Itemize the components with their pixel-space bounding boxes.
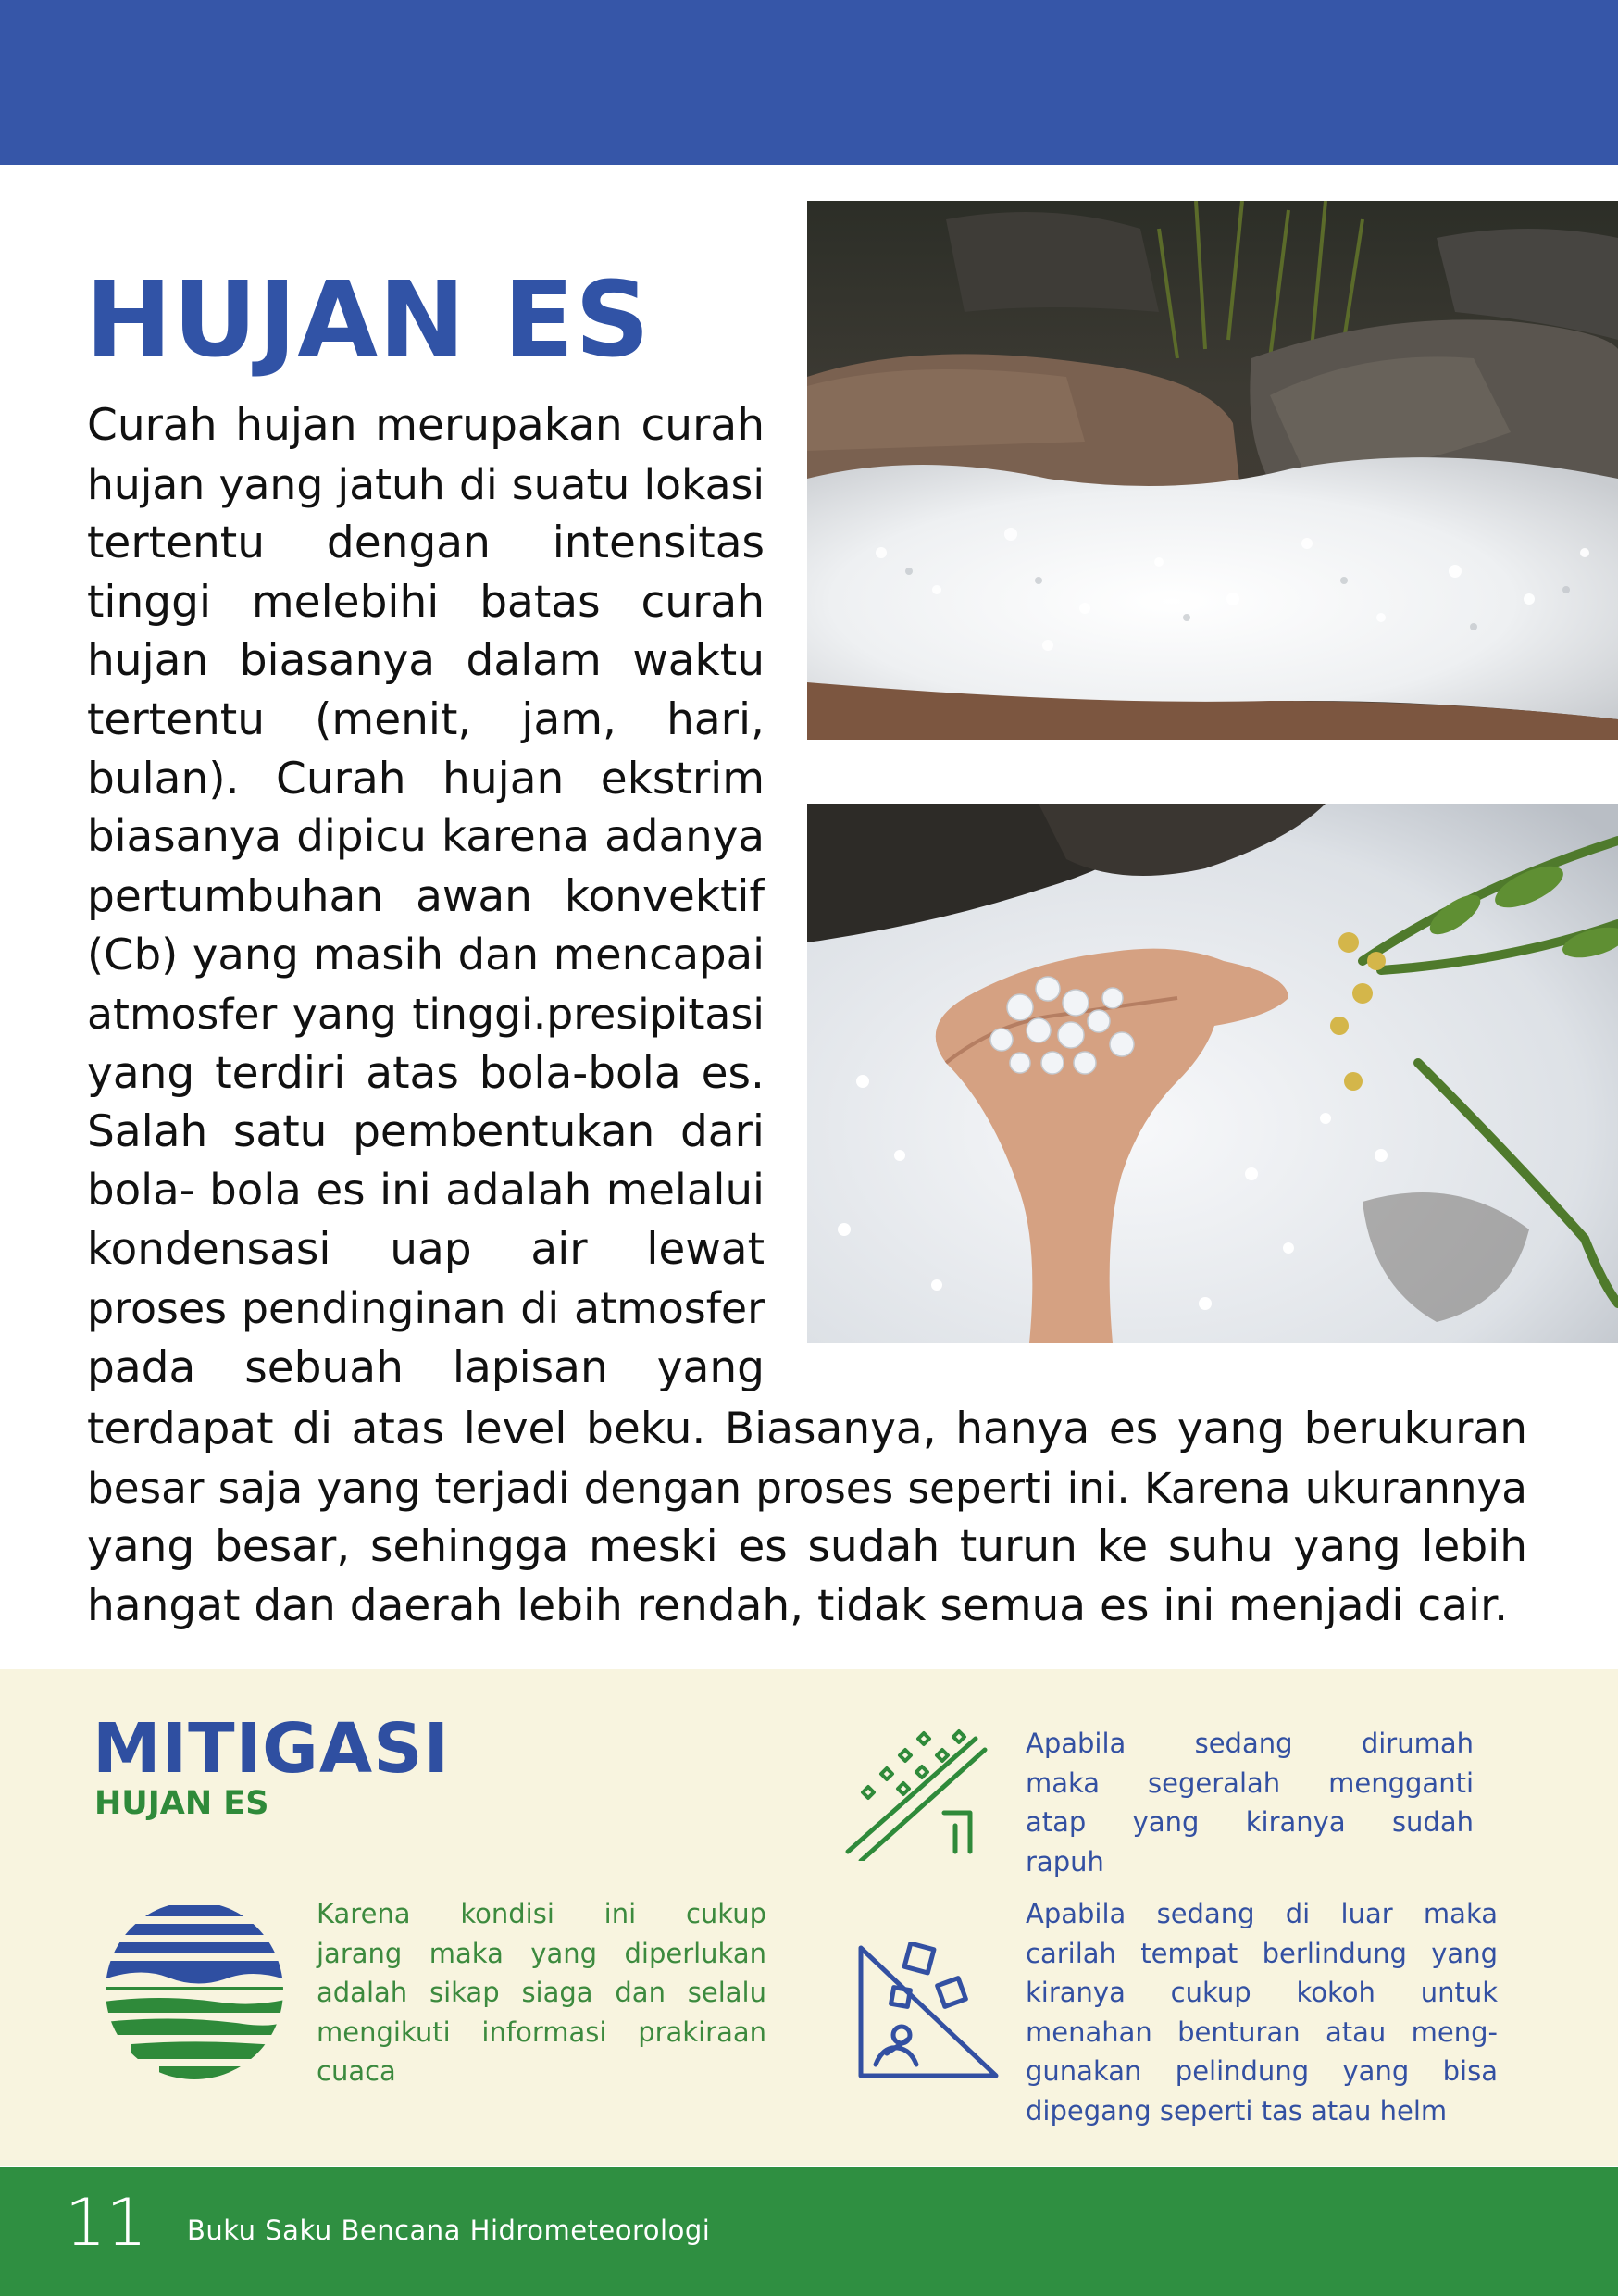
text-line: mengikuti informasi prakiraan [317,2015,766,2048]
header-band [0,0,1618,165]
text-line: Curah hujan merupakan curah [87,400,765,451]
hail-on-roof-icon [840,1722,992,1861]
mitigasi-subtitle: HUJAN ES [94,1785,269,1822]
mitigasi-item-shelter [1026,1894,1498,2130]
mitigasi-item-roof [1026,1724,1474,1881]
text-line: Apabila sedang dirumah [1026,1728,1474,1759]
text-line: adalah sikap siaga dan selalu [317,1977,766,2008]
text-line: hujan biasanya dalam waktu [87,635,765,687]
article-paragraph-top [87,396,765,1397]
footer-book-title: Buku Saku Bencana Hidrometeorologi [187,2215,711,2246]
text-line: tertentu (menit, jam, hari, [87,693,765,745]
text-line: bola- bola es ini adalah melalui [87,1165,765,1216]
text-line: cuaca [317,2055,396,2087]
text-line: kondensasi uap air lewat [87,1224,765,1276]
text-line: atmosfer yang tinggi.presipitasi [87,989,765,1039]
text-line: Salah satu pembentukan dari [87,1106,765,1158]
text-line: carilah tempat berlindung yang [1026,1937,1498,1969]
hailstones-on-rocks-photo [807,201,1618,740]
text-line: yang terdiri atas bola-bola es. [87,1047,765,1099]
text-line: tinggi melebihi batas curah [87,576,765,628]
text-line: gunakan pelindung yang bisa [1026,2055,1498,2087]
page-title: HUJAN ES [85,260,651,381]
text-line: hujan yang jatuh di suatu lokasi [87,459,765,509]
text-line: menahan benturan atau meng- [1026,2015,1498,2048]
text-line: biasanya dipicu karena adanya [87,812,765,863]
hand-holding-hailstones-photo [807,804,1618,1343]
text-line: Apabila sedang di luar maka [1026,1898,1498,1929]
text-line: pertumbuhan awan konvektif [87,870,765,922]
mitigasi-item-preparedness [317,1894,766,2091]
article-paragraph-bottom [87,1400,1527,1635]
text-line: dipegang seperti tas atau helm [1026,2094,1448,2127]
text-line: proses pendinginan di atmosfer [87,1282,765,1333]
text-line: atap yang kiranya sudah [1026,1806,1474,1838]
falling-debris-shelter-icon [855,1942,1003,2081]
bmkg-logo-icon [104,1900,285,2081]
text-line: Karena kondisi ini cukup [317,1898,766,1929]
text-line: jarang maka yang diperlukan [317,1937,766,1969]
text-line: tertentu dengan intensitas [87,518,765,569]
text-line: yang besar, sehingga meski es sudah turun ke suhu yang lebih [87,1521,1527,1573]
text-line: pada sebuah lapisan yang [87,1341,765,1393]
text-line: rapuh [1026,1845,1104,1878]
text-line: terdapat di atas level beku. Biasanya, hanya es yang berukuran [87,1404,1527,1454]
mitigasi-title: MITIGASI [93,1709,451,1789]
text-line: kiranya cukup kokoh untuk [1026,1977,1498,2008]
page-number: 11 [65,2185,148,2261]
text-line: maka segeralah mengganti [1026,1766,1474,1799]
text-line: hangat dan daerah lebih rendah, tidak semua es ini menjadi cair. [87,1579,1509,1631]
text-line: besar saja yang terjadi dengan proses seperti ini. Karena ukurannya [87,1463,1527,1513]
text-line: (Cb) yang masih dan mencapai [87,930,765,980]
text-line: bulan). Curah hujan ekstrim [87,753,765,805]
